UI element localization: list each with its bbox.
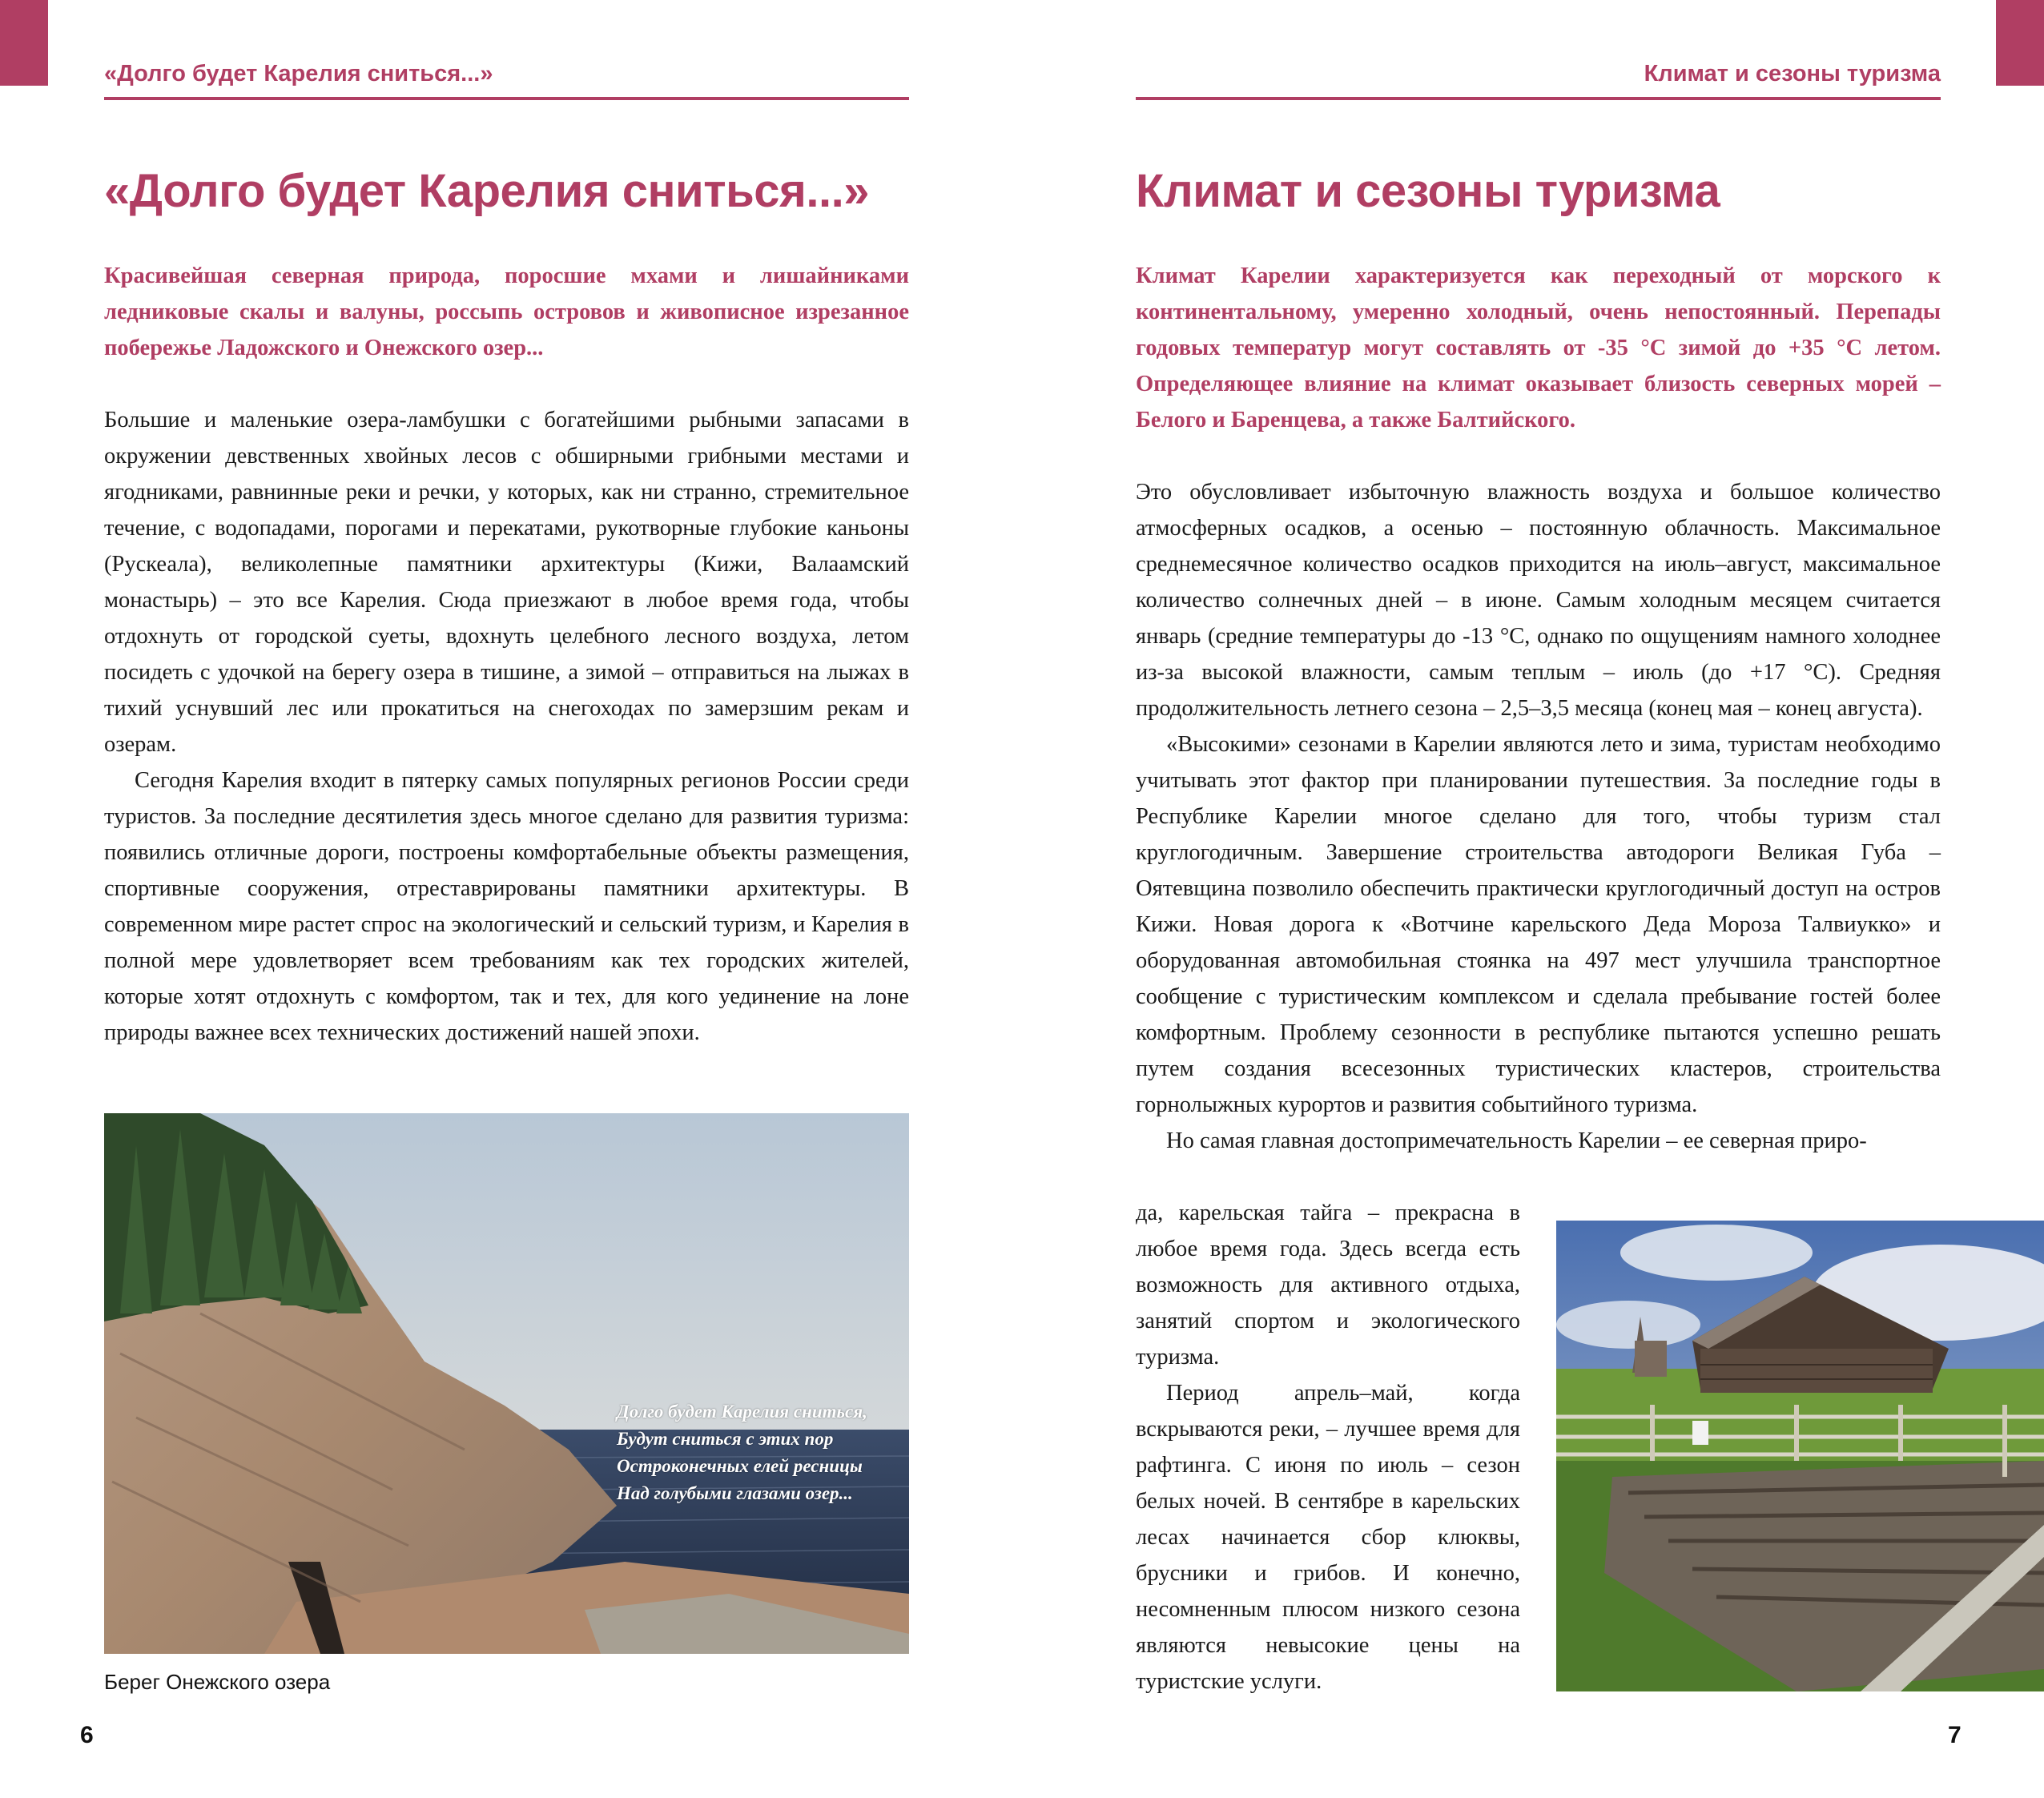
poem-overlay (617, 1398, 867, 1507)
paragraph: Большие и маленькие озера-ламбушки с богатейшими рыбными запасами в окружении девственных хвойных лесов с обширными грибными местами и ягодниками, равнинные реки и речки, у которых, как ни странно, стремительное течение, с водопадами, порогами и перекатами, рукотворные глубокие каньоны (Рускеала), великолепные памятники архитектуры (Кижи, Валаамский монастырь) – это все Карелия. Сюда приезжают в любое время года, чтобы отдохнуть от городской суеты, вдохнуть целебного лесного воздуха, летом посидеть с удочкой на берегу озера в тишине, а зимой – отправиться на лыжах в тихий уснувший лес или прокатиться на снегоходах по замерзшим рекам и озерам. (104, 408, 909, 757)
body-text (1136, 474, 1941, 1159)
paragraph: да, карельская тайга – прекрасна в любое время года. Здесь всегда есть возможность для активного отдыха, занятий спортом и экологического туризма. (1136, 1201, 1520, 1370)
wrapped-text-column (1136, 1195, 1520, 1699)
paragraph: «Высокими» сезонами в Карелии являются лето и зима, туристам необходимо учитывать этот фактор при планировании путешествия. За последние годы в Республике Карелии многое сделано для того, чтобы туризм стал круглогодичным. Завершение строительства автодороги Великая Губа – Оятевщина позволило обеспечить практически круглогодичный доступ на остров Кижи. Новая дорога к «Вотчине карельского Деда Мороза Талвиукко» и оборудованная автомобильная стоянка на 497 мест улучшила транспортное сообщение с туристическим комплексом и сделала пребывание гостей более комфортным. Проблему сезонности в республике пытаются успешно решать путем создания всесезонных туристических кластеров, строительства горнолыжных курортов и развития событийного туризма. (1136, 732, 1941, 1117)
chapter-title: «Долго будет Карелия сниться...» (104, 165, 869, 217)
body-text (104, 402, 909, 1051)
poem-line: Будут сниться с этих пор (617, 1429, 834, 1449)
paragraph: Сегодня Карелия входит в пятерку самых популярных регионов России среди туристов. За последние десятилетия здесь многое сделано для развития туризма: появились отличные дороги, построены комфортабельные объекты размещения, спортивные сооружения, отреставрированы памятники архитектуры. В современном мире растет спрос на экологический и сельский туризм, и Карелия в полной мере удовлетворяет всем требованиям как тех городских жителей, которые хотят отдохнуть с комфортом, так и тех, для кого уединение на лоне природы важнее всех технических достижений нашей эпохи. (104, 768, 909, 1045)
paragraph: Период апрель–май, когда вскрываются реки, – лучшее время для рафтинга. С июня по июль – сезон белых ночей. В сентябре в карельских лесах начинается сбор клюквы, брусники и грибов. И конечно, несомненным плюсом низкого сезона являются невысокие цены на туристские услуги. (1136, 1381, 1520, 1694)
wooden-house-photo (1556, 1221, 2044, 1691)
page-number-right: 7 (1948, 1722, 1962, 1748)
lead-paragraph: Красивейшая северная природа, поросшие мхами и лишайниками ледниковые скалы и валуны, россыпь островов и живописное изрезанное побережье Ладожского и Онежского озер... (104, 263, 909, 360)
left-accent-tab (0, 0, 48, 86)
poem-line: Над голубыми глазами озер... (617, 1483, 853, 1503)
header-rule (104, 97, 909, 100)
wooden-house-image (1556, 1221, 2044, 1691)
right-accent-tab (1996, 0, 2044, 86)
running-head: Климат и сезоны туризма (1644, 61, 1941, 86)
page-number-left: 6 (80, 1722, 94, 1748)
lake-shore-image (104, 1113, 909, 1654)
header-rule (1136, 97, 1941, 100)
poem-line: Остроконечных елей ресницы (617, 1456, 863, 1476)
poem-line: Долго будет Карелия сниться, (617, 1402, 867, 1422)
photo-caption: Берег Онежского озера (104, 1670, 331, 1694)
running-head: «Долго будет Карелия сниться...» (104, 61, 493, 86)
chapter-title: Климат и сезоны туризма (1136, 165, 1720, 217)
left-page (104, 0, 909, 1798)
paragraph: Это обусловливает избыточную влажность воздуха и большое количество атмосферных осадков, а осенью – постоянную облачность. Максимальное среднемесячное количество осадков приходится на июль–август, максимальное количество солнечных дней – в июне. Самым холодным месяцем считается январь (средние температуры до -13 °С, однако по ощущениям намного холоднее из-за высокой влажности, самым теплым – июль (до +17 °С). Средняя продолжительность летнего сезона – 2,5–3,5 месяца (конец мая – конец августа). (1136, 480, 1941, 721)
lead-paragraph: Климат Карелии характеризуется как переходный от морского к континентальному, умеренно холодный, очень непостоянный. Перепады годовых температур могут составлять от -35 °С зимой до +35 °С летом. Определяющее влияние на климат оказывает близость северных морей – Белого и Баренцева, а также Балтийского. (1136, 263, 1941, 432)
lake-shore-photo (104, 1113, 909, 1654)
paragraph-opening-line: Но самая главная достопримечательность Карелии – ее северная приро- (1166, 1128, 1867, 1153)
right-page (1136, 0, 1941, 1798)
